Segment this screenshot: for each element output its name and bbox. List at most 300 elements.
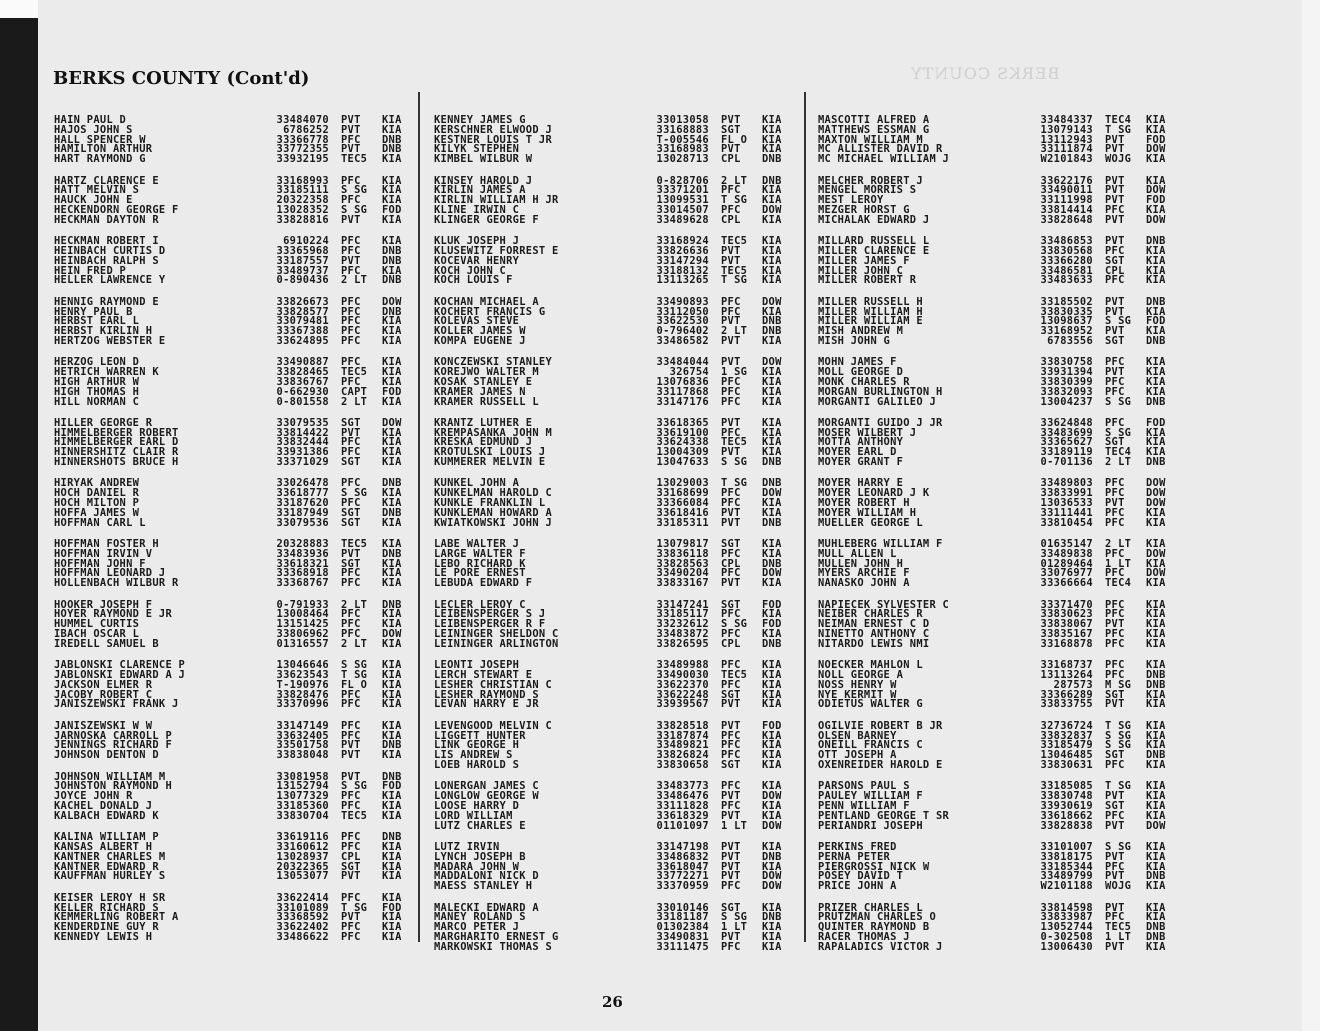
- serial-number: 33367388: [276, 325, 329, 338]
- serial-number: 33185311: [656, 516, 709, 529]
- soldier-name: LOOSE HARRY D: [434, 799, 520, 812]
- status: KIA: [382, 194, 402, 207]
- serial-number: 33370996: [276, 698, 329, 711]
- status: KIA: [1146, 688, 1166, 701]
- rank: SGT: [721, 688, 741, 701]
- soldier-name: MELCHER ROBERT J: [818, 174, 923, 187]
- status: KIA: [1146, 698, 1166, 711]
- status: KIA: [382, 577, 402, 590]
- soldier-name: KEMMERLING ROBERT A: [54, 911, 179, 924]
- soldier-name: JENNINGS RICHARD F: [54, 739, 173, 752]
- status: KIA: [1146, 153, 1166, 166]
- serial-number: 33111874: [1040, 143, 1093, 156]
- rank: PFC: [721, 659, 741, 672]
- soldier-name: NYE KERMIT W: [818, 688, 897, 701]
- rank: PVT: [721, 446, 741, 459]
- soldier-name: HOFFA JAMES W: [54, 506, 140, 519]
- rank: PVT: [1105, 305, 1125, 318]
- rank: PVT: [721, 870, 741, 883]
- soldier-name: HOFFMAN JOHN F: [54, 557, 146, 570]
- serial-number: 33810454: [1040, 516, 1093, 529]
- soldier-name: NEIMAN ERNEST C D: [818, 618, 930, 631]
- status: DOW: [1146, 567, 1166, 580]
- soldier-name: KUMMERER MELVIN E: [434, 456, 546, 469]
- serial-number: 33168699: [656, 487, 709, 500]
- status: KIA: [1146, 114, 1166, 126]
- rank: PFC: [1105, 547, 1125, 560]
- soldier-name: IBACH OSCAR L: [54, 628, 140, 641]
- status: DOW: [1146, 184, 1166, 197]
- soldier-name: LIS ANDREW S: [434, 749, 513, 762]
- rank: PVT: [1105, 184, 1125, 197]
- status: DNB: [1146, 669, 1166, 681]
- status: KIA: [382, 516, 402, 529]
- serial-number: 33188132: [656, 264, 709, 277]
- status: KIA: [1146, 516, 1166, 529]
- soldier-name: KOSAK STANLEY E: [434, 375, 533, 388]
- soldier-name: MARKOWSKI THOMAS S: [434, 940, 553, 953]
- serial-number: 13079143: [1040, 123, 1093, 136]
- rank: PVT: [721, 244, 741, 257]
- status: KIA: [762, 436, 782, 449]
- rank: 2 LT: [341, 598, 368, 611]
- serial-number: 33366778: [276, 133, 329, 146]
- rank: PFC: [1105, 608, 1125, 621]
- soldier-name: MILLER JOHN C: [818, 264, 904, 277]
- status: KIA: [382, 446, 402, 459]
- rank: SGT: [1105, 254, 1125, 267]
- soldier-name: HIGH THOMAS H: [54, 385, 140, 398]
- status: KIA: [1146, 598, 1166, 611]
- status: DNB: [382, 254, 402, 267]
- rank: PVT: [341, 213, 361, 226]
- serial-number: 33168878: [1040, 637, 1093, 650]
- rank: CAPT: [341, 385, 368, 398]
- serial-number: 13098637: [1040, 315, 1093, 328]
- serial-number: 33168924: [656, 235, 709, 248]
- rank: PFC: [1105, 274, 1125, 287]
- soldier-name: MOYER WILLIAM H: [818, 506, 917, 519]
- rank: PFC: [341, 719, 361, 732]
- rank: PFC: [341, 618, 361, 631]
- soldier-name: LABE WALTER J: [434, 538, 520, 551]
- soldier-name: MILLARD RUSSELL L: [818, 235, 930, 248]
- serial-number: 33489799: [1040, 870, 1093, 883]
- status: KIA: [382, 729, 402, 742]
- rank: PFC: [341, 840, 361, 853]
- status: DOW: [1146, 819, 1166, 832]
- rank: PFC: [721, 295, 741, 308]
- serial-number: 33370959: [656, 880, 709, 893]
- serial-number: T-190976: [276, 678, 329, 691]
- status: FOD: [762, 618, 782, 631]
- rank: PFC: [721, 780, 741, 793]
- rank: PFC: [1105, 477, 1125, 490]
- rank: SGT: [1105, 749, 1125, 762]
- serial-number: 33826673: [276, 295, 329, 308]
- status: KIA: [382, 618, 402, 631]
- serial-number: 33187620: [276, 497, 329, 510]
- rank: S SG: [1105, 840, 1132, 853]
- soldier-name: KRANTZ LUTHER E: [434, 416, 533, 429]
- soldier-name: KANTNER CHARLES M: [54, 850, 166, 863]
- status: DNB: [382, 274, 402, 287]
- rank: S SG: [341, 780, 368, 793]
- status: DNB: [1146, 395, 1166, 408]
- rank: PFC: [341, 174, 361, 187]
- rank: PFC: [341, 235, 361, 248]
- rank: S SG: [721, 911, 748, 924]
- status: DNB: [382, 305, 402, 318]
- status: DNB: [382, 831, 402, 844]
- status: KIA: [762, 669, 782, 681]
- status: DNB: [382, 143, 402, 156]
- serial-number: 0-701136: [1040, 456, 1093, 469]
- soldier-name: KIMBEL WILBUR W: [434, 153, 533, 166]
- status: KIA: [1146, 366, 1166, 379]
- status: DNB: [1146, 456, 1166, 469]
- soldier-name: HOCH MILTON P: [54, 497, 140, 510]
- soldier-name: KLUSEWITZ FORREST E: [434, 244, 559, 257]
- status: DOW: [382, 628, 402, 641]
- serial-number: 33618777: [276, 487, 329, 500]
- rank: PFC: [721, 395, 741, 408]
- soldier-name: KALINA WILLIAM P: [54, 831, 159, 844]
- rank: PVT: [1105, 194, 1125, 207]
- serial-number: 33828518: [656, 719, 709, 732]
- soldier-name: KALBACH EDWARD K: [54, 809, 159, 822]
- serial-number: 33147176: [656, 395, 709, 408]
- serial-number: 33010146: [656, 901, 709, 914]
- soldier-name: LEIBENSPERGER R F: [434, 618, 546, 631]
- soldier-name: LIGGETT HUNTER: [434, 729, 526, 742]
- status: KIA: [382, 799, 402, 812]
- status: KIA: [762, 749, 782, 762]
- soldier-name: KOLEVAS STEVE: [434, 315, 520, 328]
- serial-number: 33147198: [656, 840, 709, 853]
- soldier-name: HARTZ CLARENCE E: [54, 174, 159, 187]
- status: DOW: [762, 870, 782, 883]
- status: KIA: [762, 678, 782, 691]
- serial-number: 33814598: [1040, 901, 1093, 914]
- serial-number: 287573: [1053, 678, 1093, 691]
- rank: CPL: [721, 557, 741, 570]
- soldier-name: HIRYAK ANDREW: [54, 477, 140, 490]
- rank: PVT: [1105, 698, 1125, 711]
- rank: PFC: [721, 385, 741, 398]
- soldier-name: HERTZOG WEBSTER E: [54, 334, 166, 347]
- soldier-name: MALECKI EDWARD A: [434, 901, 539, 914]
- serial-number: 33484070: [276, 114, 329, 126]
- serial-number: 33112050: [656, 305, 709, 318]
- status: FOD: [382, 901, 402, 914]
- serial-number: 33489803: [1040, 477, 1093, 490]
- rank: PFC: [721, 940, 741, 953]
- status: KIA: [382, 850, 402, 863]
- soldier-name: LARGE WALTER F: [434, 547, 526, 560]
- rank: 1 LT: [721, 921, 748, 934]
- rank: PFC: [1105, 628, 1125, 641]
- status: DNB: [762, 153, 782, 166]
- status: KIA: [382, 860, 402, 873]
- soldier-name: KELLER RICHARD S: [54, 901, 159, 914]
- soldier-name: LOEB HAROLD S: [434, 758, 520, 771]
- rank: CPL: [341, 850, 361, 863]
- status: DNB: [1146, 921, 1166, 934]
- rank: PVT: [721, 809, 741, 822]
- serial-number: 33830631: [1040, 758, 1093, 771]
- soldier-name: MOTTA ANTHONY: [818, 436, 904, 449]
- status: KIA: [1146, 506, 1166, 519]
- serial-number: 33826824: [656, 749, 709, 762]
- page-title: BERKS COUNTY (Cont'd): [53, 68, 310, 89]
- serial-number: 0-791933: [276, 598, 329, 611]
- rank: PFC: [341, 244, 361, 257]
- status: KIA: [762, 143, 782, 156]
- soldier-name: MILLER WILLIAM E: [818, 315, 923, 328]
- soldier-name: KENDERDINE GUY R: [54, 921, 159, 934]
- status: KIA: [382, 637, 402, 650]
- serial-number: 13077329: [276, 790, 329, 803]
- rank: PVT: [1105, 143, 1125, 156]
- soldier-name: JOHNSTON RAYMOND H: [54, 780, 173, 793]
- soldier-name: KUNKLE FRANKLIN L: [434, 497, 546, 510]
- soldier-name: NINETTO ANTHONY C: [818, 628, 930, 641]
- serial-number: 33079536: [276, 516, 329, 529]
- status: DOW: [382, 416, 402, 429]
- status: KIA: [382, 891, 402, 904]
- soldier-name: OLSEN BARNEY: [818, 729, 897, 742]
- serial-number: 33830758: [1040, 356, 1093, 369]
- status: KIA: [1146, 244, 1166, 257]
- status: KIA: [382, 456, 402, 469]
- serial-number: 33187949: [276, 506, 329, 519]
- status: KIA: [382, 356, 402, 369]
- rank: PFC: [341, 799, 361, 812]
- serial-number: 33484044: [656, 356, 709, 369]
- rank: PVT: [721, 840, 741, 853]
- soldier-name: KENNEY JAMES G: [434, 114, 526, 126]
- rank: PFC: [341, 608, 361, 621]
- soldier-name: HERBST EARL L: [54, 315, 140, 328]
- serial-number: 13036533: [1040, 497, 1093, 510]
- rank: PVT: [1105, 366, 1125, 379]
- status: DNB: [762, 557, 782, 570]
- soldier-name: HOFFMAN LEONARD J: [54, 567, 166, 580]
- rank: PFC: [1105, 659, 1125, 672]
- status: KIA: [762, 385, 782, 398]
- soldier-name: MASCOTTI ALFRED A: [818, 114, 930, 126]
- status: KIA: [382, 749, 402, 762]
- status: DNB: [382, 506, 402, 519]
- status: DNB: [1146, 235, 1166, 248]
- rank: SGT: [721, 123, 741, 136]
- rank: PFC: [341, 436, 361, 449]
- status: KIA: [382, 669, 402, 681]
- status: KIA: [1146, 426, 1166, 439]
- soldier-name: KOCEVAR HENRY: [434, 254, 520, 267]
- status: KIA: [1146, 385, 1166, 398]
- status: KIA: [382, 921, 402, 934]
- status: DOW: [1146, 497, 1166, 510]
- soldier-name: JABLONSKI EDWARD A J: [54, 669, 186, 681]
- bleed-through-title: BERKS COUNTY: [910, 64, 1060, 83]
- soldier-name: KRAMER JAMES N: [434, 385, 526, 398]
- serial-number: 33623543: [276, 669, 329, 681]
- status: KIA: [1146, 123, 1166, 136]
- rank: PVT: [721, 516, 741, 529]
- serial-number: 33168983: [656, 143, 709, 156]
- serial-number: 33486622: [276, 930, 329, 943]
- rank: TEC5: [341, 809, 368, 822]
- rank: PVT: [721, 416, 741, 429]
- status: DOW: [1146, 477, 1166, 490]
- soldier-name: MARGHARITO ERNEST G: [434, 930, 559, 943]
- serial-number: 33836118: [656, 547, 709, 560]
- rank: PFC: [1105, 637, 1125, 650]
- rank: TEC5: [1105, 921, 1132, 934]
- serial-number: 33832093: [1040, 385, 1093, 398]
- rank: PVT: [1105, 819, 1125, 832]
- status: DNB: [382, 477, 402, 490]
- serial-number: 33483936: [276, 547, 329, 560]
- rank: SGT: [341, 456, 361, 469]
- serial-number: 33489737: [276, 264, 329, 277]
- serial-number: 33932195: [276, 153, 329, 166]
- soldier-name: HIMMELBERGER EARL D: [54, 436, 179, 449]
- rank: PVT: [721, 315, 741, 328]
- status: DNB: [1146, 334, 1166, 347]
- serial-number: 33490893: [656, 295, 709, 308]
- soldier-name: MISH JOHN G: [818, 334, 891, 347]
- serial-number: 33619116: [276, 831, 329, 844]
- rank: PVT: [341, 143, 361, 156]
- rank: PVT: [721, 790, 741, 803]
- rank: SGT: [341, 416, 361, 429]
- status: KIA: [762, 497, 782, 510]
- status: KIA: [762, 940, 782, 953]
- status: DNB: [762, 637, 782, 650]
- status: DOW: [1146, 143, 1166, 156]
- rank: PVT: [1105, 497, 1125, 510]
- serial-number: 33833991: [1040, 487, 1093, 500]
- status: KIA: [762, 194, 782, 207]
- status: KIA: [762, 366, 782, 379]
- serial-number: 33619100: [656, 426, 709, 439]
- serial-number: 33366084: [656, 497, 709, 510]
- soldier-name: HERBST KIRLIN H: [54, 325, 153, 338]
- soldier-name: LEININGER SHELDON C: [434, 628, 559, 641]
- soldier-name: LORD WILLIAM: [434, 809, 513, 822]
- status: KIA: [762, 930, 782, 943]
- rank: PFC: [721, 305, 741, 318]
- serial-number: 33618416: [656, 506, 709, 519]
- soldier-name: LEVENGOOD MELVIN C: [434, 719, 553, 732]
- rank: 2 LT: [721, 325, 748, 338]
- serial-number: 33365968: [276, 244, 329, 257]
- serial-number: 33828465: [276, 366, 329, 379]
- rank: PFC: [1105, 860, 1125, 873]
- status: KIA: [382, 395, 402, 408]
- serial-number: 33111828: [656, 799, 709, 812]
- serial-number: 33168737: [1040, 659, 1093, 672]
- rank: 1 LT: [1105, 557, 1132, 570]
- rank: PVT: [721, 860, 741, 873]
- serial-number: 33189119: [1040, 446, 1093, 459]
- serial-number: 0-302508: [1040, 930, 1093, 943]
- rank: PVT: [1105, 295, 1125, 308]
- rank: CPL: [1105, 264, 1125, 277]
- rank: PVT: [721, 506, 741, 519]
- status: KIA: [762, 577, 782, 590]
- rank: PFC: [1105, 356, 1125, 369]
- serial-number: 33622176: [1040, 174, 1093, 187]
- serial-number: 33931386: [276, 446, 329, 459]
- serial-number: 33624338: [656, 436, 709, 449]
- status: KIA: [762, 213, 782, 226]
- rank: PFC: [721, 799, 741, 812]
- soldier-name: HECKMAN DAYTON R: [54, 213, 159, 226]
- serial-number: 33185502: [1040, 295, 1093, 308]
- status: DNB: [382, 739, 402, 752]
- serial-number: 33160612: [276, 840, 329, 853]
- serial-number: 33833755: [1040, 698, 1093, 711]
- rank: PFC: [721, 184, 741, 197]
- soldier-name: JOHNSON WILLIAM M: [54, 770, 166, 783]
- rank: S SG: [1105, 729, 1132, 742]
- serial-number: 13151425: [276, 618, 329, 631]
- rank: PFC: [721, 426, 741, 439]
- soldier-name: OTT JOSEPH A: [818, 749, 897, 762]
- status: KIA: [1146, 538, 1166, 551]
- serial-number: 33490204: [656, 567, 709, 580]
- rank: PVT: [341, 123, 361, 136]
- rank: PVT: [1105, 174, 1125, 187]
- status: KIA: [762, 809, 782, 822]
- status: KIA: [762, 254, 782, 267]
- rank: PFC: [1105, 375, 1125, 388]
- soldier-name: MOYER HARRY E: [818, 477, 904, 490]
- soldier-name: MANEY ROLAND S: [434, 911, 526, 924]
- serial-number: 33147294: [656, 254, 709, 267]
- soldier-name: KANSAS ALBERT H: [54, 840, 153, 853]
- serial-number: 33079481: [276, 315, 329, 328]
- serial-number: 33830658: [656, 758, 709, 771]
- status: DNB: [1146, 930, 1166, 943]
- soldier-name: MULL ALLEN L: [818, 547, 897, 560]
- soldier-name: HOOKER JOSEPH F: [54, 598, 153, 611]
- soldier-name: MORGANTI GUIDO J JR: [818, 416, 943, 429]
- status: DNB: [762, 850, 782, 863]
- soldier-name: KIRLIN WILLIAM H JR: [434, 194, 559, 207]
- soldier-name: LEBUDA EDWARD F: [434, 577, 533, 590]
- soldier-name: LERCH STEWART E: [434, 669, 533, 681]
- serial-number: 33622414: [276, 891, 329, 904]
- soldier-name: MADDALONI NICK D: [434, 870, 539, 883]
- soldier-name: KOCH JOHN C: [434, 264, 507, 277]
- rank: SGT: [721, 901, 741, 914]
- rank: SGT: [341, 516, 361, 529]
- rank: PFC: [341, 567, 361, 580]
- status: KIA: [382, 325, 402, 338]
- serial-number: 33486476: [656, 790, 709, 803]
- status: KIA: [1146, 577, 1166, 590]
- rank: PFC: [1105, 506, 1125, 519]
- serial-number: 33101007: [1040, 840, 1093, 853]
- serial-number: 33232612: [656, 618, 709, 631]
- status: KIA: [762, 780, 782, 793]
- serial-number: 13006430: [1040, 940, 1093, 953]
